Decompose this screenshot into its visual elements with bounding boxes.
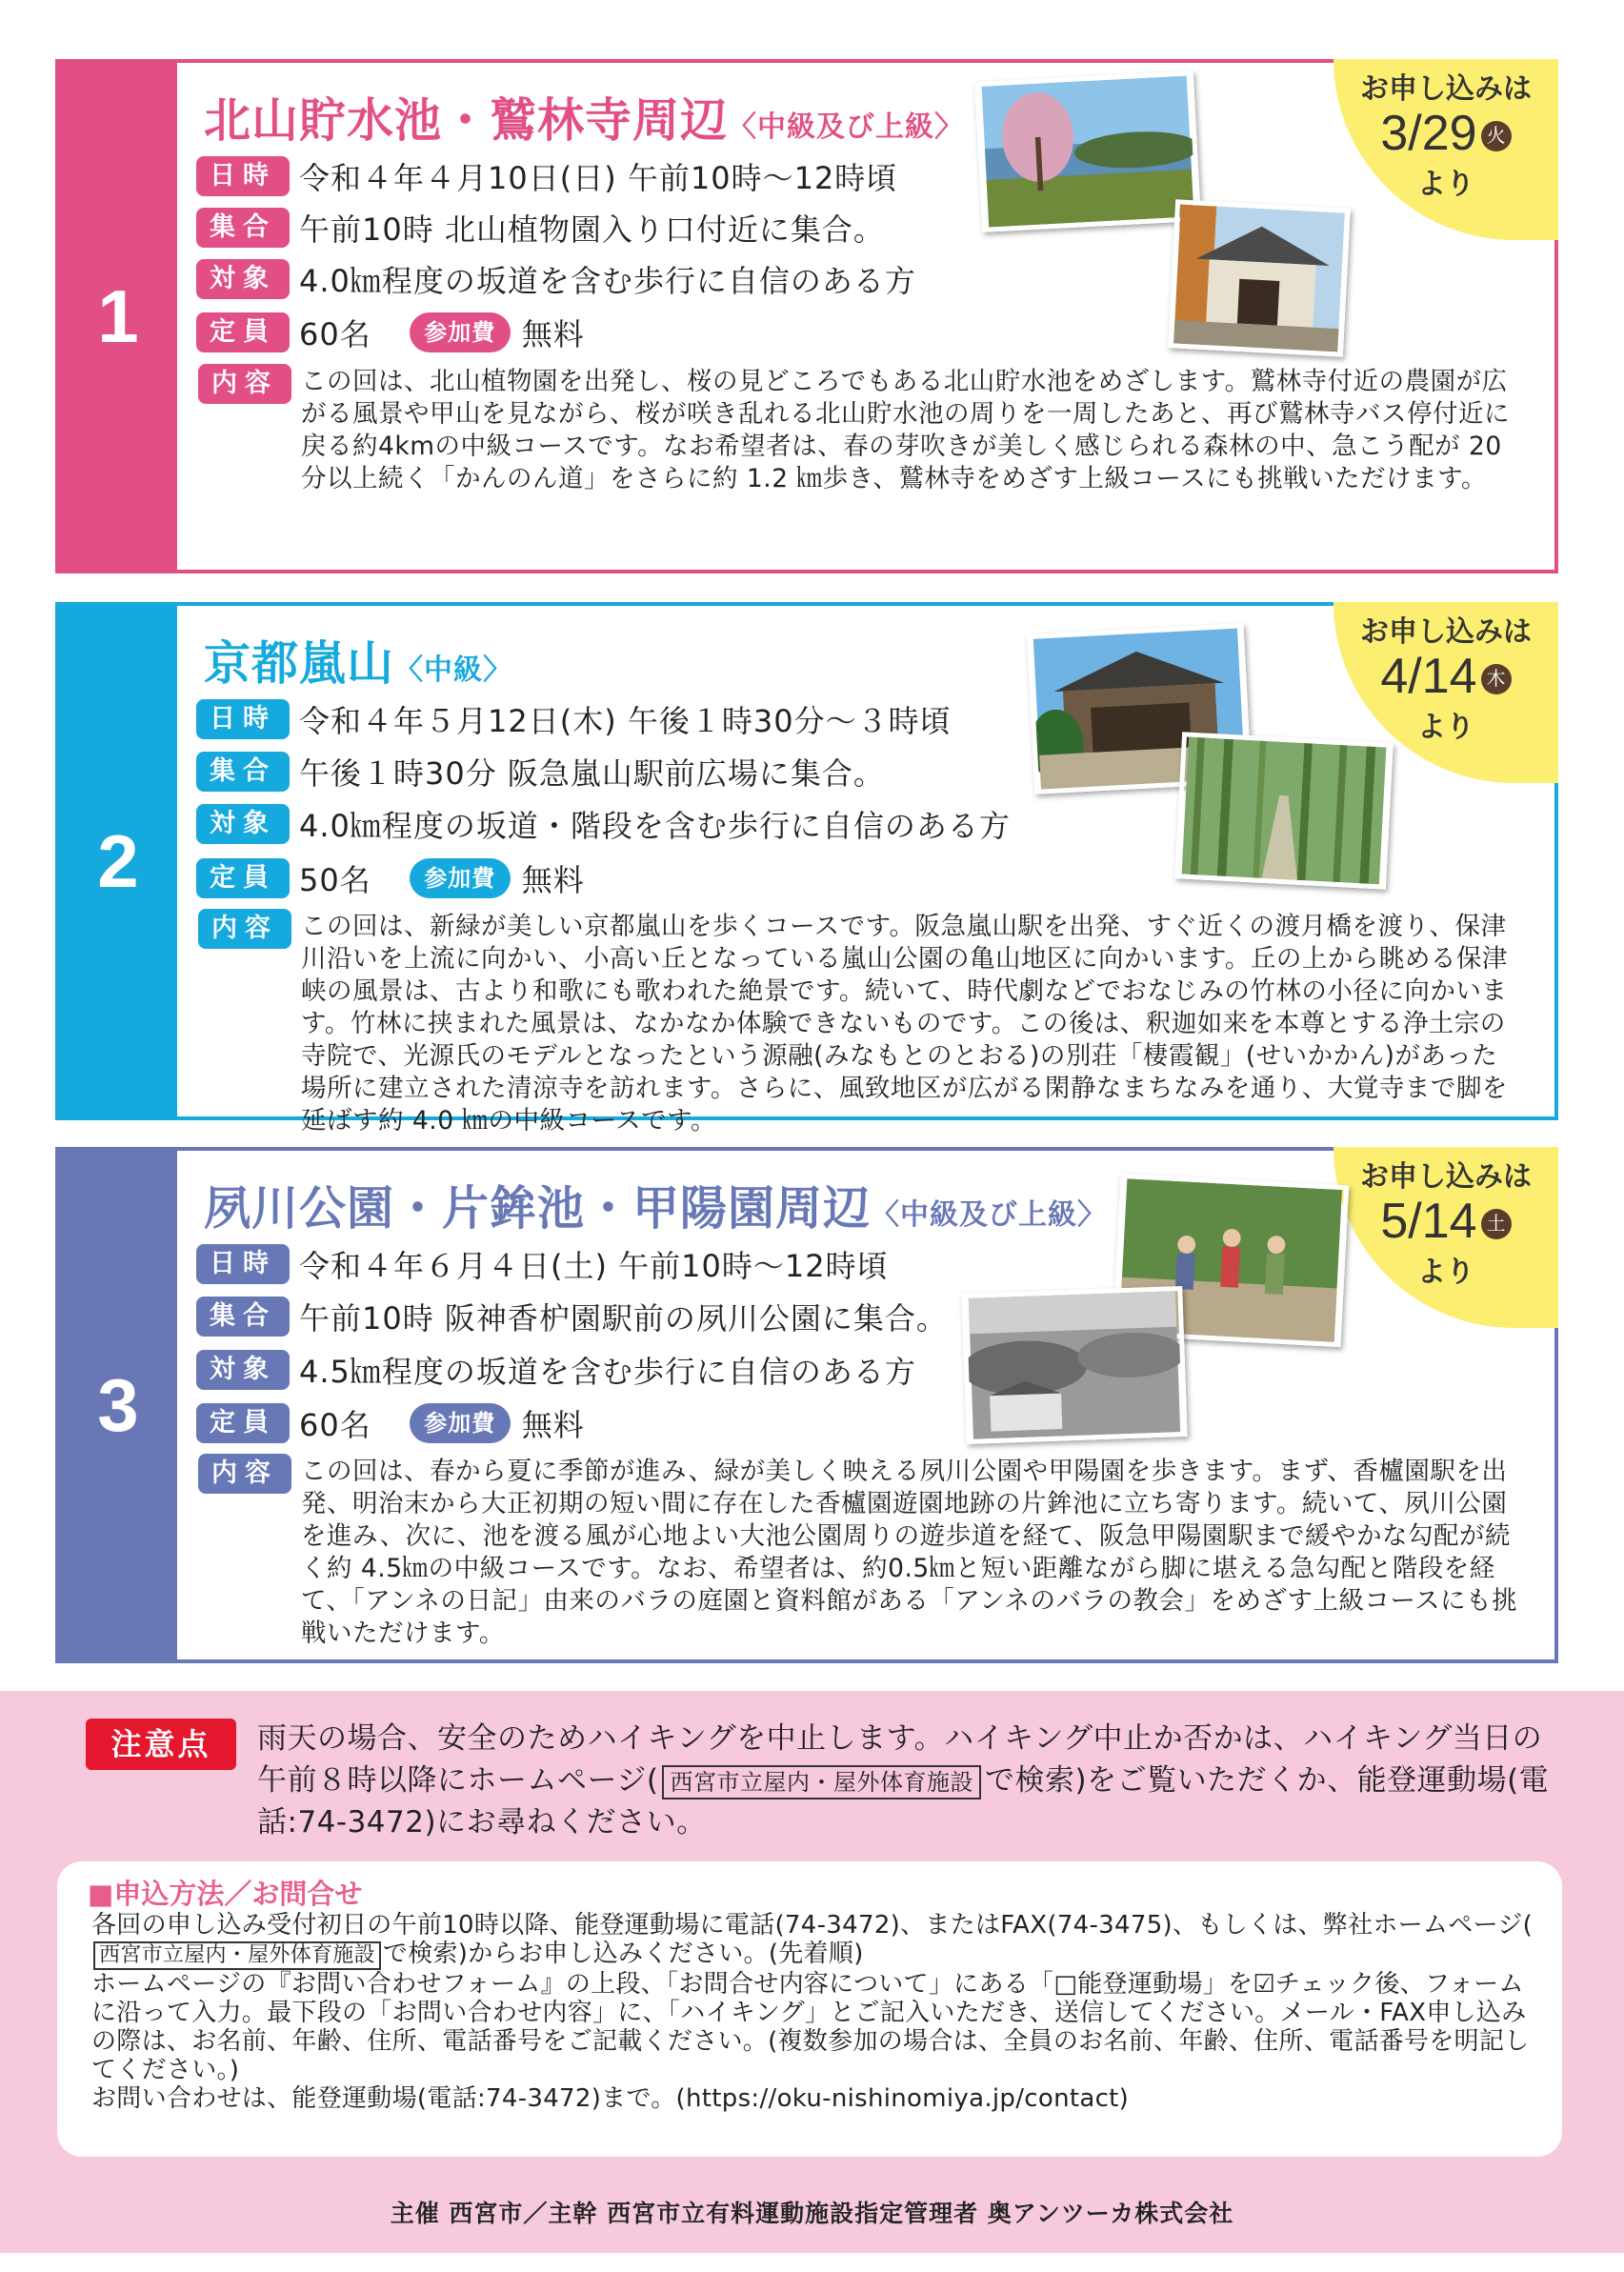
apply-badge-top: お申し込みは	[1360, 72, 1532, 106]
row-datetime	[196, 697, 952, 741]
fee-value: 無料	[521, 1407, 585, 1443]
apply-day-of-week: 火	[1481, 121, 1512, 151]
course-card-1	[55, 59, 1558, 573]
inquiry-paragraph-2: ホームページの『お問い合わせフォーム』の上段、「お問合せ内容について」にある「□能登運動場」を☑チェック後、フォームに沿って入力。最下段の「お問い合わせ内容」に、「ハイキング」とご記入いただき、送信してください。メール・FAX申し込みの際は、お名前、年齢、住所、電話番号をご記載ください。(複数参加の場合は、全員のお名前、年齢、住所、電話番号を明記してください。)	[91, 1970, 1530, 2084]
label-target: 対象	[196, 804, 290, 844]
inquiry-contact-line: お問い合わせは、能登運動場(電話:74-3472)まで。(https://oku-nishinomiya.jp/contact)	[91, 2084, 1130, 2113]
label-content: 内容	[198, 1454, 291, 1494]
row-capacity	[196, 311, 585, 354]
course-level: 〈中級及び上級〉	[871, 1198, 1108, 1232]
course-level: 〈中級〉	[394, 653, 513, 687]
course-number-column	[59, 63, 177, 570]
label-target: 対象	[196, 259, 290, 299]
meeting-value: 午前10時 北山植物園入り口付近に集合。	[299, 211, 885, 248]
row-meeting	[196, 206, 885, 250]
course-card-2	[55, 602, 1558, 1136]
meeting-value: 午前10時 阪神香枦園駅前の夙川公園に集合。	[299, 1300, 948, 1337]
photo-bamboo-grove	[1174, 732, 1393, 889]
notes-text-part1: 雨天の場合、安全のためハイキングを中止します。ハイキング中止か否かは、ハイキング当日の午前８時以降にホームページ(	[257, 1721, 1543, 1798]
label-content: 内容	[198, 364, 291, 404]
content-text: この回は、新緑が美しい京都嵐山を歩くコースです。阪急嵐山駅を出発、すぐ近くの渡月橋を渡り、保津川沿いを上流に向かい、小高い丘となっている嵐山公園の亀山地区に向かいます。丘の上から眺める保津峡の風景は、古より和歌にも歌われた絶景です。続いて、時代劇などでおなじみの竹林の小径に向かいます。竹林に挟まれた風景は、なかなか体験できないものです。この後は、釈迦如来を本尊とする浄土宗の寺院で、光源氏のモデルとなったという源融(みなもとのとおる)の別荘「棲霞観」(せいかかん)があった場所に建立された清涼寺を訪れます。さらに、風致地区が広がる閑静なまちなみを通り、大覚寺まで脚を延ばす約 4.0 ㎞の中級コースです。	[301, 912, 1508, 1136]
course-number: 1	[97, 273, 139, 358]
label-target: 対象	[196, 1350, 290, 1390]
label-fee: 参加費	[410, 858, 511, 898]
row-datetime	[196, 154, 897, 198]
course-level: 〈中級及び上級〉	[728, 111, 965, 144]
notes-label: 注意点	[86, 1719, 236, 1770]
course-number-column	[59, 606, 177, 1116]
capacity-value: 60名	[299, 1407, 371, 1443]
row-meeting	[196, 1295, 948, 1338]
row-capacity	[196, 856, 585, 900]
course-title-text: 京都嵐山	[204, 636, 395, 691]
apply-badge-bottom: より	[1417, 1256, 1474, 1289]
row-target	[196, 257, 916, 301]
inquiry-p1-start: 各回の申し込み受付初日の午前10時以降、能登運動場に電話(74-3472)、またはFAX(74-3475)、もしくは、弊社ホームページ(	[91, 1911, 1534, 1940]
photo-temple	[1168, 199, 1351, 356]
label-fee: 参加費	[410, 1403, 511, 1443]
apply-badge	[1333, 1147, 1558, 1328]
apply-badge-top: お申し込みは	[1360, 1160, 1532, 1194]
target-value: 4.5㎞程度の坂道を含む歩行に自信のある方	[299, 1354, 916, 1390]
row-meeting	[196, 750, 885, 794]
course-title	[204, 627, 512, 694]
capacity-value: 50名	[299, 862, 371, 898]
inquiry-paragraph-1	[91, 1911, 1539, 1970]
apply-day-of-week: 木	[1481, 664, 1512, 694]
fee-value: 無料	[521, 316, 585, 352]
inquiry-body	[91, 1911, 1539, 2113]
search-keyword-box: 西宮市立屋内・屋外体育施設	[93, 1941, 381, 1970]
label-meeting: 集合	[196, 1297, 290, 1337]
row-content	[198, 366, 1520, 495]
course-title-text: 北山貯水池・鷲林寺周辺	[204, 93, 729, 148]
fee-value: 無料	[521, 862, 585, 898]
datetime-value: 令和４年５月12日(木) 午後１時30分～３時頃	[299, 703, 952, 739]
photo-reservoir	[974, 70, 1201, 232]
organizer-footer: 主催 西宮市／主幹 西宮市立有料運動施設指定管理者 奥アンツーカ株式会社	[390, 2200, 1234, 2227]
notes-text-part2: で検索)をご覧いただくか、能登運動場(電話:74-3472)にお尋ねください。	[257, 1763, 1550, 1840]
label-datetime: 日時	[196, 1244, 290, 1284]
row-target	[196, 1348, 916, 1392]
apply-badge	[1333, 59, 1558, 240]
label-meeting: 集合	[196, 208, 290, 248]
label-capacity: 定員	[196, 858, 290, 898]
row-content	[198, 1456, 1520, 1650]
content-text: この回は、春から夏に季節が進み、緑が美しく映える夙川公園や甲陽園を歩きます。まず、香櫨園駅を出発、明治末から大正初期の短い間に存在した香櫨園遊園地跡の片鉾池に立ち寄ります。続いて、夙川公園を進み、次に、池を渡る風が心地よい大池公園周りの遊歩道を経て、阪急甲陽園駅まで緩やかな勾配が続く約 4.5㎞の中級コースです。なお、希望者は、約0.5㎞と短い距離ながら脚に堪える急勾配と階段を経て、「アンネの日記」由来のバラの庭園と資料館がある「アンネのバラの教会」をめざす上級コースにも挑戦いただけます。	[301, 1457, 1518, 1648]
label-meeting: 集合	[196, 752, 290, 792]
row-datetime	[196, 1242, 889, 1286]
label-content: 内容	[198, 909, 291, 949]
apply-badge-top: お申し込みは	[1360, 615, 1532, 649]
apply-day-of-week: 土	[1481, 1209, 1512, 1239]
row-capacity	[196, 1401, 585, 1445]
apply-badge-bottom: より	[1417, 711, 1474, 744]
content-text: この回は、北山植物園を出発し、桜の見どころでもある北山貯水池をめざします。鷲林寺付近の農園が広がる風景や甲山を見ながら、桜が咲き乱れる北山貯水池の周りを一周したあと、再び鷲林寺バス停付近に戻る約4kmの中級コースです。なお希望者は、春の芽吹きが美しく感じられる森林の中、急こう配が 20 分以上続く「かんのん道」をさらに約 1.2 ㎞歩き、鷲林寺をめざす上級コースにも挑戦いただけます。	[301, 367, 1510, 493]
course-number: 3	[97, 1362, 139, 1447]
photo-historic-bw	[961, 1286, 1187, 1444]
capacity-value: 60名	[299, 316, 371, 352]
course-title-text: 夙川公園・片鉾池・甲陽園周辺	[204, 1181, 872, 1236]
course-number-column	[59, 1151, 177, 1659]
row-content	[198, 911, 1520, 1137]
inquiry-panel	[57, 1861, 1562, 2157]
label-datetime: 日時	[196, 699, 290, 739]
row-target	[196, 802, 1011, 846]
target-value: 4.0㎞程度の坂道を含む歩行に自信のある方	[299, 263, 916, 299]
course-card-3	[55, 1147, 1558, 1663]
inquiry-title: ■申込方法／お問合せ	[88, 1878, 363, 1910]
search-keyword-box: 西宮市立屋内・屋外体育施設	[662, 1765, 981, 1800]
notes-text	[257, 1718, 1553, 1843]
apply-date: 3/29	[1380, 106, 1477, 161]
course-title	[204, 84, 964, 151]
course-number: 2	[97, 818, 139, 903]
meeting-value: 午後１時30分 阪急嵐山駅前広場に集合。	[299, 755, 885, 792]
course-title	[204, 1172, 1107, 1238]
apply-badge-bottom: より	[1417, 168, 1474, 201]
label-datetime: 日時	[196, 156, 290, 196]
apply-date: 5/14	[1380, 1194, 1477, 1249]
label-capacity: 定員	[196, 1403, 290, 1443]
label-fee: 参加費	[410, 312, 511, 352]
datetime-value: 令和４年６月４日(土) 午前10時～12時頃	[299, 1248, 889, 1284]
datetime-value: 令和４年４月10日(日) 午前10時～12時頃	[299, 160, 898, 196]
inquiry-p1-end: で検索)からお申し込みください。(先着順)	[382, 1940, 864, 1968]
target-value: 4.0㎞程度の坂道・階段を含む歩行に自信のある方	[299, 808, 1011, 844]
label-capacity: 定員	[196, 312, 290, 352]
apply-date: 4/14	[1380, 649, 1477, 704]
